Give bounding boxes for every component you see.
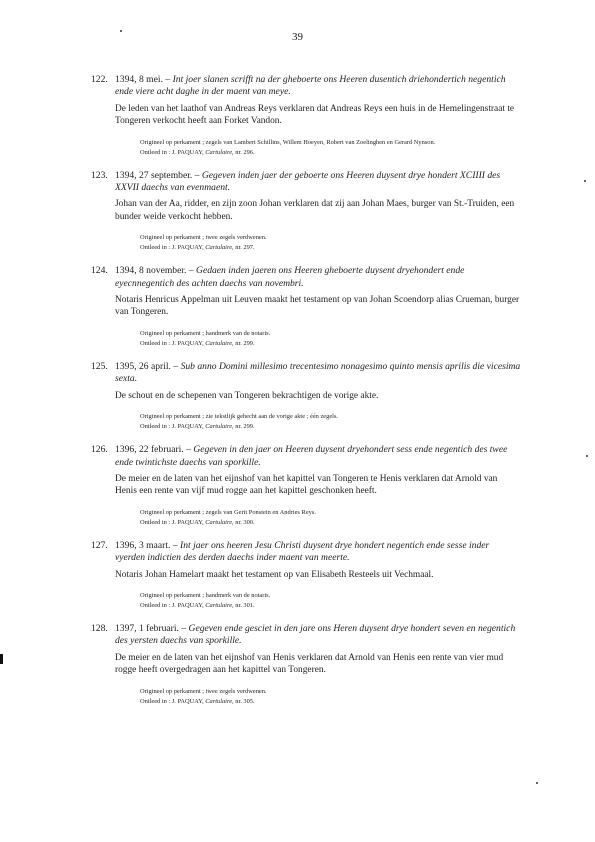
entry-heading bbox=[91, 74, 521, 99]
entry-number: 123. bbox=[91, 169, 108, 181]
charter-entry bbox=[91, 361, 521, 432]
scan-speck bbox=[536, 782, 538, 784]
charter-entry bbox=[91, 265, 521, 349]
entry-heading bbox=[91, 265, 521, 290]
entry-summary: Notaris Henricus Appelman uit Leuven maakt het testament op van Johan Scoendorp alias Crueman, burger van Tongeren. bbox=[115, 295, 520, 318]
entry-notes bbox=[140, 591, 521, 611]
analysis-prefix: Ontleed in : J. PAQUAY, bbox=[140, 697, 204, 705]
analysis-suffix: , nr. 305. bbox=[232, 697, 255, 705]
entry-quote: Int jaer ons heeren Jesu Christi duysent drye hondert negentich ende sesse inder vyerden indictien des derden daechs inder maent van meerte. bbox=[115, 539, 490, 564]
entry-number: 122. bbox=[91, 74, 108, 85]
entry-date: 1394, 8 mei. – bbox=[115, 74, 171, 85]
source-note: Origineel op perkament ; handmerk van de notaris. bbox=[140, 591, 271, 599]
entry-date: 1394, 27 september. – bbox=[115, 169, 200, 181]
charter-list bbox=[91, 74, 521, 719]
entry-quote: Sub anno Domini millesimo trecentesimo nonagesimo quinto mensis aprilis die vicesima sexta. bbox=[115, 360, 521, 385]
analysis-note bbox=[140, 339, 521, 349]
analysis-title: Cartulaire bbox=[205, 339, 233, 347]
entry-date: 1396, 3 maart. – bbox=[115, 539, 178, 551]
entry-number: 127. bbox=[91, 539, 108, 551]
analysis-title: Cartulaire bbox=[205, 148, 233, 156]
entry-heading bbox=[91, 623, 521, 648]
entry-notes bbox=[140, 138, 521, 158]
entry-summary: De schout en de schepenen van Tongeren bekrachtigen de vorige akte. bbox=[115, 390, 379, 401]
entry-quote: Gedaen inden jaeren ons Heeren gheboerte duysent dryehondert ende eyecnnegentich des achten daechs van novembri. bbox=[115, 265, 465, 289]
source-note: Origineel op perkament ; handmerk van de notaris. bbox=[140, 329, 271, 337]
scan-speck bbox=[120, 30, 122, 32]
analysis-prefix: Ontleed in : J. PAQUAY, bbox=[140, 423, 204, 431]
source-note: Origineel op perkament ; zie tekstlijk gehecht aan de vorige akte ; één zegels. bbox=[140, 413, 339, 421]
source-note: Origineel op perkament ; zegels van Gerit Ponstein en Andries Reys. bbox=[140, 508, 316, 516]
entry-notes bbox=[140, 508, 521, 528]
analysis-note bbox=[140, 422, 521, 432]
entry-summary: Johan van der Aa, ridder, en zijn zoon Johan verklaren dat zij aan Johan Maes, burger van St.-Truiden, een bunder weide verkocht hebben. bbox=[115, 199, 515, 222]
analysis-title: Cartulaire bbox=[205, 244, 233, 252]
analysis-suffix: , nr. 299. bbox=[232, 339, 255, 347]
charter-entry bbox=[91, 170, 521, 254]
analysis-suffix: , nr. 300. bbox=[232, 518, 255, 526]
analysis-note bbox=[140, 148, 521, 158]
charter-entry bbox=[91, 540, 521, 611]
entry-notes bbox=[140, 412, 521, 432]
analysis-prefix: Ontleed in : J. PAQUAY, bbox=[140, 244, 204, 252]
entry-heading bbox=[91, 170, 521, 195]
entry-notes bbox=[140, 329, 521, 349]
analysis-title: Cartulaire bbox=[205, 601, 233, 609]
scan-speck bbox=[584, 180, 586, 182]
entry-heading bbox=[91, 444, 521, 469]
analysis-suffix: , nr. 296. bbox=[232, 148, 255, 156]
analysis-prefix: Ontleed in : J. PAQUAY, bbox=[140, 148, 204, 156]
source-note: Origineel op perkament ; twee zegels verdwenen. bbox=[140, 234, 267, 242]
source-note: Origineel op perkament ; twee zegels verdwenen. bbox=[140, 687, 267, 695]
entry-summary: De leden van het laathof van Andreas Reys verklaren dat Andreas Reys een huis in de Hemelingenstraat te Tongeren verkocht heeft aan Forket Vandon. bbox=[115, 103, 515, 127]
source-note: Origineel op perkament ; zegels van Lambert Schillins, Willem Hoeyen, Robert van Zoelinghen en Gerard Nynson. bbox=[140, 138, 436, 146]
analysis-note bbox=[140, 243, 521, 253]
charter-entry bbox=[91, 444, 521, 528]
entry-notes bbox=[140, 687, 521, 707]
entry-quote: Gegeven ende gesciet in den jare ons Heren duysent drye hondert seven en negentich des yersten daechs van sporkille. bbox=[115, 622, 516, 647]
analysis-suffix: , nr. 299. bbox=[232, 423, 255, 431]
entry-number: 128. bbox=[91, 622, 108, 634]
scan-edge-mark bbox=[0, 654, 3, 664]
analysis-note bbox=[140, 601, 521, 611]
analysis-note bbox=[140, 697, 521, 707]
analysis-suffix: , nr. 297. bbox=[232, 244, 255, 252]
analysis-prefix: Ontleed in : J. PAQUAY, bbox=[140, 339, 204, 347]
entry-number: 126. bbox=[91, 444, 108, 456]
analysis-title: Cartulaire bbox=[205, 518, 233, 526]
entry-quote: Gegeven inden jaer der geboerte ons Heeren duysent drye hondert XCIIII des XXVII daechs van evenmaent. bbox=[115, 169, 501, 194]
entry-quote: Gegeven in den jaer on Heeren duysent dryehondert sess ende negentich des twee ende twintichste daechs van sporkille. bbox=[115, 444, 508, 468]
entry-date: 1395, 26 april. – bbox=[115, 360, 179, 372]
analysis-title: Cartulaire bbox=[205, 423, 233, 431]
entry-number: 125. bbox=[91, 360, 108, 372]
charter-entry bbox=[91, 623, 521, 707]
entry-summary: De meier en de laten van het eijnshof van Henis verklaren dat Arnold van Henis een rente van vier mud rogge heeft overgedragen aan het kapittel van Tongeren. bbox=[115, 652, 504, 676]
entry-heading bbox=[91, 540, 521, 565]
entry-date: 1394, 8 november. – bbox=[115, 265, 194, 277]
entry-date: 1396, 22 februari. – bbox=[115, 444, 191, 456]
scan-speck bbox=[586, 455, 588, 457]
entry-notes bbox=[140, 233, 521, 253]
analysis-title: Cartulaire bbox=[205, 697, 233, 705]
analysis-prefix: Ontleed in : J. PAQUAY, bbox=[140, 601, 204, 609]
charter-entry bbox=[91, 74, 521, 158]
page-number: 39 bbox=[292, 31, 303, 43]
analysis-prefix: Ontleed in : J. PAQUAY, bbox=[140, 518, 204, 526]
analysis-suffix: , nr. 301. bbox=[232, 601, 255, 609]
entry-summary: Notaris Johan Hamelart maakt het testament op van Elisabeth Resteels uit Vechmaal. bbox=[115, 569, 434, 580]
entry-heading bbox=[91, 361, 521, 386]
analysis-note bbox=[140, 518, 521, 528]
entry-summary: De meier en de laten van het eijnshof van het kapittel van Tongeren te Henis verklaren dat Arnold van Henis een rente van vijf mud rogge aan het kapittel geschonken heeft. bbox=[115, 473, 498, 497]
entry-date: 1397, 1 februari. – bbox=[115, 622, 187, 634]
entry-quote: Int joer slanen scrifft na der gheboerte ons Heeren dusentich driehondertich negentich ende viere acht daghe in der maent van meye. bbox=[115, 74, 506, 98]
entry-number: 124. bbox=[91, 265, 108, 277]
